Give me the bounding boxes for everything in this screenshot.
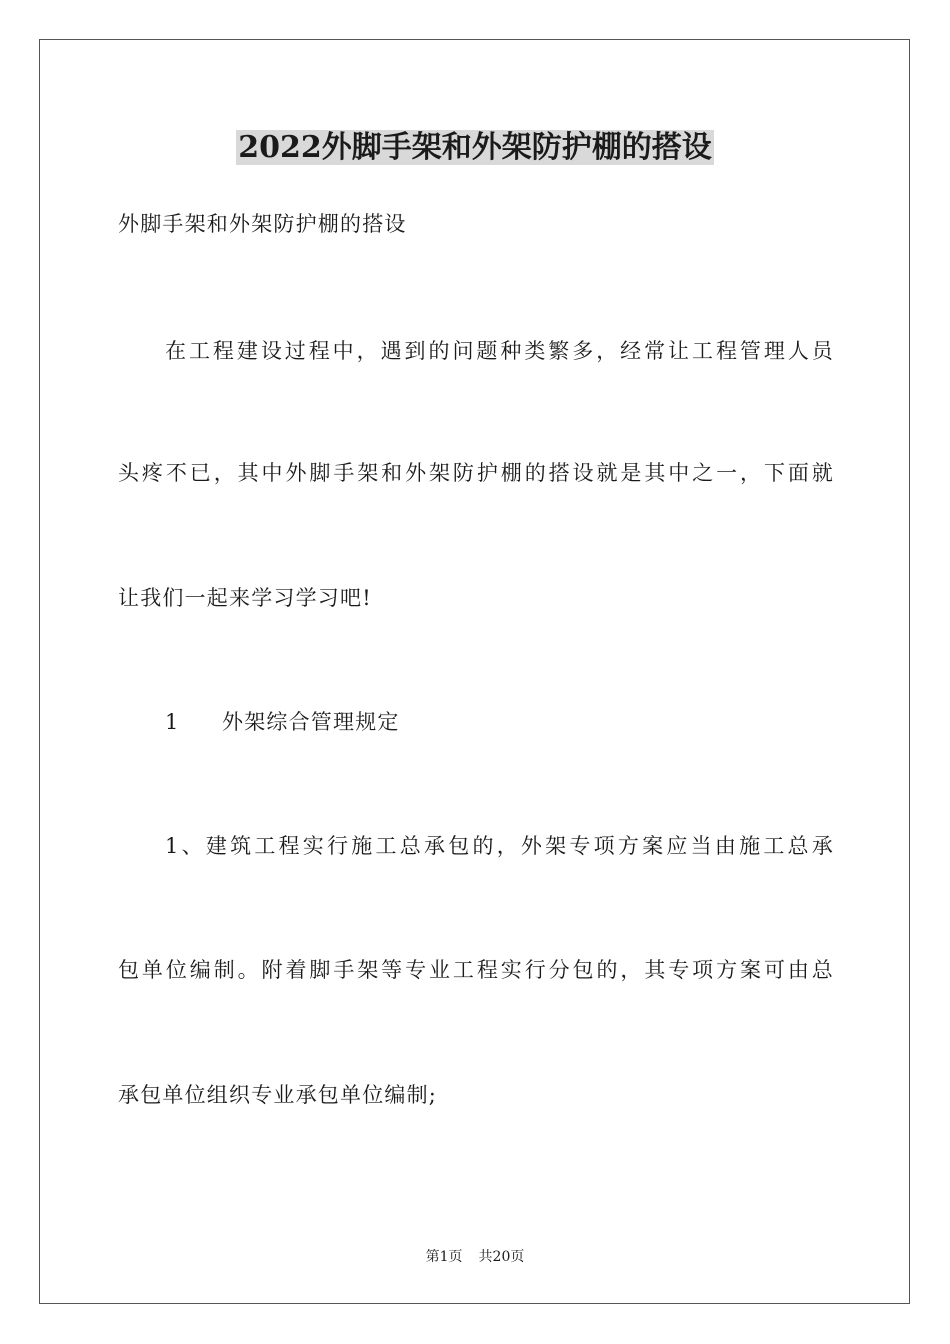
document-title [0, 128, 950, 168]
page-footer [0, 1247, 950, 1267]
paragraph-line: 在工程建设过程中，遇到的问题种类繁多，经常让工程管理人员 [165, 339, 834, 363]
page-number-total: 共20页 [478, 1249, 525, 1265]
paragraph-line: 承包单位组织专业承包单位编制; [118, 1083, 438, 1107]
paragraph-line: 让我们一起来学习学习吧! [118, 586, 372, 610]
paragraph-line: 包单位编制。附着脚手架等专业工程实行分包的，其专项方案可由总 [118, 958, 834, 982]
document-subtitle: 外脚手架和外架防护棚的搭设 [118, 212, 407, 236]
document-title-text: 2022外脚手架和外架防护棚的搭设 [238, 130, 712, 165]
section-heading: 外架综合管理规定 [222, 710, 400, 734]
page-number-current: 第1页 [425, 1249, 463, 1265]
section-number: 1 [165, 710, 179, 734]
paragraph-line: 1、建筑工程实行施工总承包的，外架专项方案应当由施工总承 [165, 834, 834, 858]
paragraph-line: 头疼不已，其中外脚手架和外架防护棚的搭设就是其中之一，下面就 [118, 461, 834, 485]
